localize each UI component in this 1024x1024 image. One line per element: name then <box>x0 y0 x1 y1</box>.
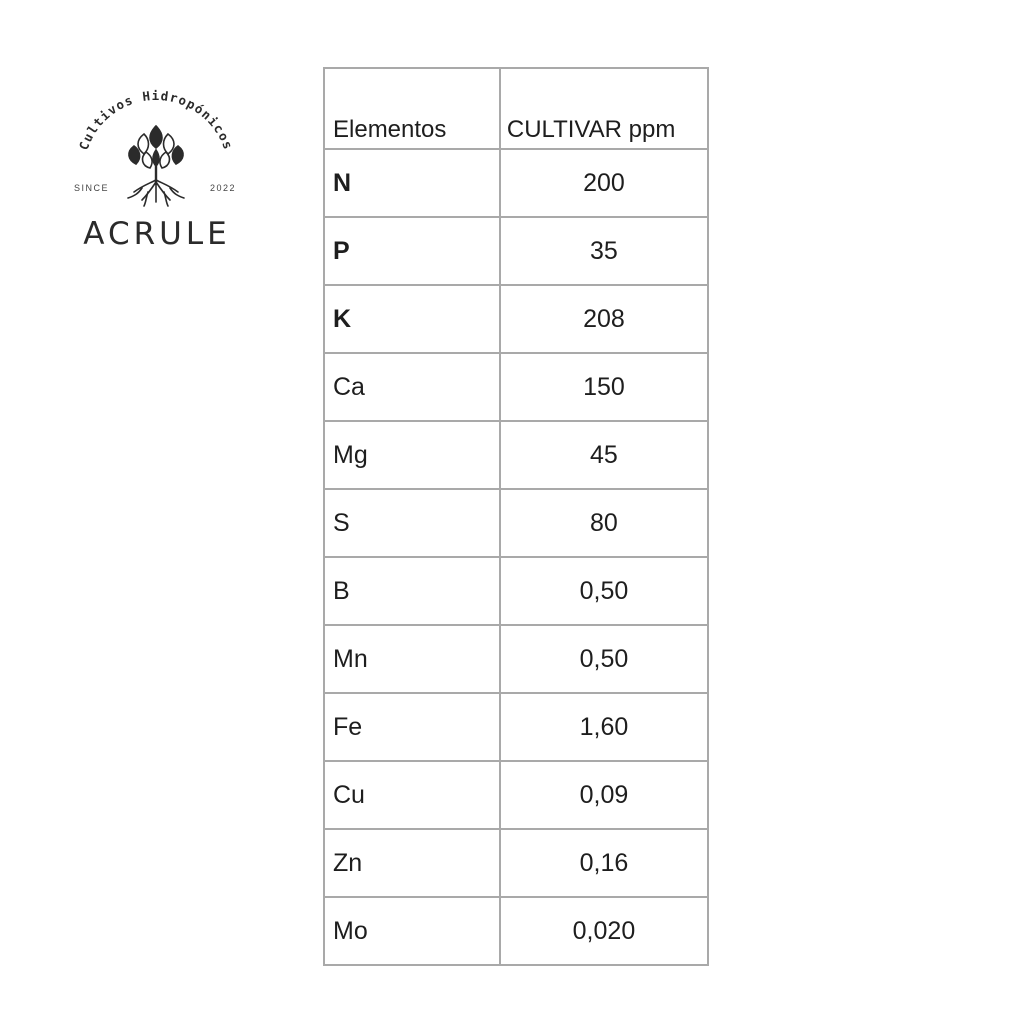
element-cell: Mg <box>324 421 500 489</box>
logo-since-label: SINCE <box>74 183 110 193</box>
element-cell: P <box>324 217 500 285</box>
element-cell: N <box>324 149 500 217</box>
ppm-value-cell: 1,60 <box>500 693 708 761</box>
nutrient-table-container <box>323 67 709 962</box>
table-row <box>324 149 708 217</box>
logo-year: 2022 <box>210 183 237 193</box>
table-row <box>324 421 708 489</box>
ppm-value-cell: 0,16 <box>500 829 708 897</box>
table-row <box>324 557 708 625</box>
table-row <box>324 625 708 693</box>
table-row <box>324 353 708 421</box>
element-cell: S <box>324 489 500 557</box>
table-row <box>324 489 708 557</box>
logo-brand-name: ACRULE <box>83 216 231 252</box>
element-cell: Mn <box>324 625 500 693</box>
element-cell: B <box>324 557 500 625</box>
element-cell: K <box>324 285 500 353</box>
header-cultivar-ppm: CULTIVAR ppm <box>500 68 708 149</box>
header-elementos: Elementos <box>324 68 500 149</box>
ppm-value-cell: 0,020 <box>500 897 708 965</box>
ppm-value-cell: 45 <box>500 421 708 489</box>
table-row <box>324 761 708 829</box>
element-cell: Fe <box>324 693 500 761</box>
element-cell: Cu <box>324 761 500 829</box>
table-row <box>324 829 708 897</box>
element-cell: Ca <box>324 353 500 421</box>
brand-logo <box>62 80 252 260</box>
ppm-value-cell: 208 <box>500 285 708 353</box>
ppm-value-cell: 200 <box>500 149 708 217</box>
ppm-value-cell: 35 <box>500 217 708 285</box>
table-row <box>324 693 708 761</box>
element-cell: Zn <box>324 829 500 897</box>
nutrient-table <box>323 67 709 966</box>
ppm-value-cell: 0,50 <box>500 557 708 625</box>
element-cell: Mo <box>324 897 500 965</box>
table-row <box>324 285 708 353</box>
ppm-value-cell: 150 <box>500 353 708 421</box>
logo-arc-text: Cultivos Hidropónicos <box>75 88 237 153</box>
ppm-value-cell: 0,09 <box>500 761 708 829</box>
ppm-value-cell: 0,50 <box>500 625 708 693</box>
ppm-value-cell: 80 <box>500 489 708 557</box>
table-row <box>324 217 708 285</box>
logo-emblem <box>62 80 252 220</box>
table-row <box>324 897 708 965</box>
tree-with-roots-icon <box>128 126 184 206</box>
table-header-row <box>324 68 708 149</box>
